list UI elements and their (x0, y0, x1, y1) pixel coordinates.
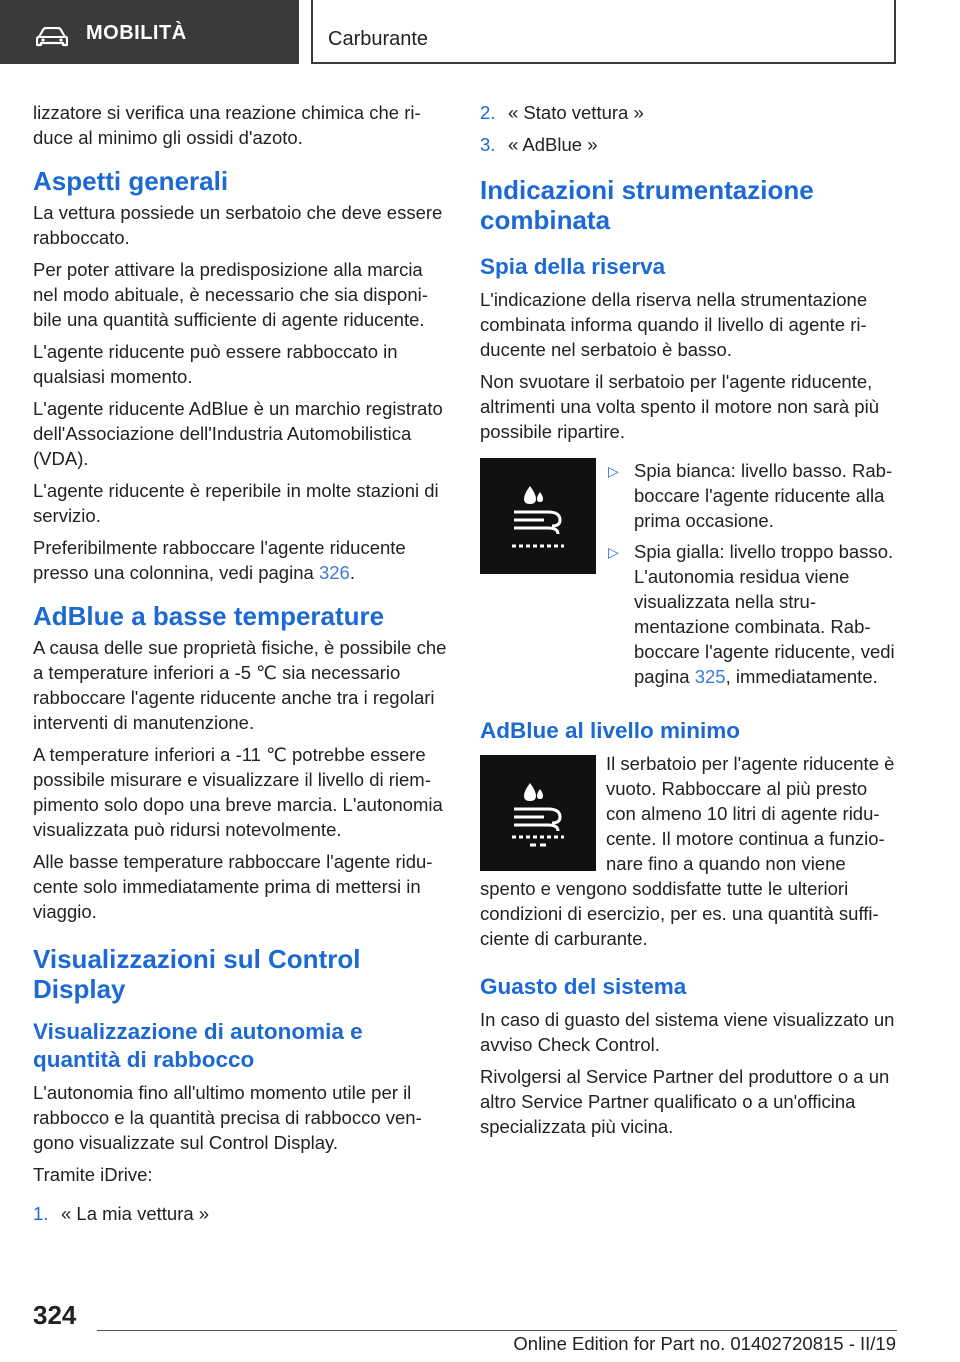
step-text: « La mia vettura » (61, 1203, 210, 1224)
paragraph: Tramite iDrive: (33, 1164, 153, 1185)
step-number: 1. (33, 1203, 49, 1224)
list-item: ▷ Spia bianca: livello basso. Rabboccare l'agente riducente alla prima occasione. (608, 460, 893, 531)
paragraph: L'agente riducente AdBlue è un marchio registrato dell'Associazione dell'Industria Automobilistica (VDA). (33, 398, 443, 469)
heading-spia-riserva: Spia della riserva (480, 254, 666, 279)
heading-autonomia: Visualizzazione di autonomia e quantità di rabbocco (33, 1019, 363, 1072)
paragraph: Il serbatoio per l'agente riducente è vuoto. Rabboccare al più presto con almeno 10 litri di agente riducente. Il motore continua a funzionare fino a quando non viene spento e vengono soddisfatte tutte le ulteriori condizioni di esercizio, per es. una quantità sufficiente di carburante. (480, 753, 895, 949)
paragraph: L'autonomia fino all'ultimo momento utile per il rabbocco e la quantità precisa di rabbocco vengono visualizzate sul Control Display. (33, 1082, 422, 1153)
paragraph: A temperature inferiori a -11 ℃ potrebbe essere possibile misurare e visualizzare il livello di riempimento solo dopo una breve marcia. L'autonomia visualizzata può ridursi notevolmente. (33, 744, 443, 840)
minimum-level-block (480, 751, 898, 951)
paragraph: A causa delle sue proprietà fisiche, è possibile che a temperature inferiori a -5 ℃ sia necessario rabboccare l'agente riducente anche tra i regolari interventi di manutenzione. (33, 637, 447, 733)
paragraph: Rivolgersi al Service Partner del produttore o a un altro Service Partner qualificato o a un'officina specializzata più vicina. (480, 1066, 890, 1137)
triangle-bullet-icon: ▷ (608, 544, 619, 560)
paragraph: L'agente riducente può essere rabboccato in qualsiasi momento. (33, 341, 398, 387)
section-tab (0, 0, 299, 64)
step-text: « Stato vettura » (508, 102, 644, 123)
page-link-326[interactable]: 326 (318, 562, 350, 583)
list-item (480, 132, 898, 157)
step-number: 2. (480, 102, 496, 123)
heading-guasto-sistema: Guasto del sistema (480, 974, 687, 999)
paragraph: In caso di guasto del sistema viene visualizzato un avviso Check Control. (480, 1009, 895, 1055)
chapter-tab (311, 0, 896, 64)
adblue-reserve-icon (508, 482, 568, 550)
section-title: MOBILITÀ (86, 22, 187, 44)
paragraph: Non svuotare il serbatoio per l'agente riducente, altrimenti una volta spento il motore non sarà più possibile ripartire. (480, 371, 879, 442)
step-text: « AdBlue » (508, 134, 598, 155)
adblue-minimum-icon (508, 779, 568, 847)
paragraph: lizzatore si verifica una reazione chimica che riduce al minimo gli ossidi d'azoto. (33, 102, 421, 148)
heading-basse-temperature: AdBlue a basse temperature (33, 601, 385, 631)
page-link-325[interactable]: 325 (694, 666, 726, 687)
heading-strumentazione: Indicazioni strumentazione combinata (480, 175, 814, 235)
reserve-indicator-image (480, 458, 596, 574)
triangle-bullet-icon: ▷ (608, 463, 619, 479)
heading-livello-minimo: AdBlue al livello minimo (480, 718, 741, 743)
minimum-indicator-image (480, 755, 596, 871)
list-item (480, 100, 898, 125)
page-number: 324 (33, 1300, 77, 1330)
step-number: 3. (480, 134, 496, 155)
list-item (33, 1201, 448, 1226)
heading-aspetti-generali: Aspetti generali (33, 166, 229, 196)
car-icon (36, 27, 68, 47)
list-item: ▷ Spia gialla: livello troppo basso. L'autonomia residua viene visualizzata nella strumentazione combinata. Rabboccare l'agente riducente, vedi pagina 325, immediatamente. (608, 541, 895, 687)
heading-control-display: Visualizzazioni sul Control Display (33, 944, 361, 1004)
reserve-warning-block (480, 458, 898, 695)
paragraph: Per poter attivare la predisposizione alla marcia nel modo abituale, è necessario che sia disponibile una quantità sufficiente di agente riducente. (33, 259, 428, 330)
chapter-title: Carburante (328, 28, 429, 50)
paragraph: L'indicazione della riserva nella strumentazione combinata informa quando il livello di agente riducente nel serbatoio è basso. (480, 289, 868, 360)
footer-divider (97, 1330, 897, 1331)
bullet-list (608, 458, 898, 695)
paragraph: Preferibilmente rabboccare l'agente riducente presso una colonnina, vedi pagina 326. (33, 537, 406, 583)
paragraph: L'agente riducente è reperibile in molte stazioni di servizio. (33, 480, 439, 526)
left-column (33, 100, 448, 1233)
right-column (480, 100, 898, 1146)
paragraph: Alle basse temperature rabboccare l'agente riducente solo immediatamente prima di mettersi in viaggio. (33, 851, 433, 922)
edition-info: Online Edition for Part no. 01402720815 - II/19 (513, 1333, 896, 1354)
paragraph: La vettura possiede un serbatoio che deve essere rabboccato. (33, 202, 443, 248)
